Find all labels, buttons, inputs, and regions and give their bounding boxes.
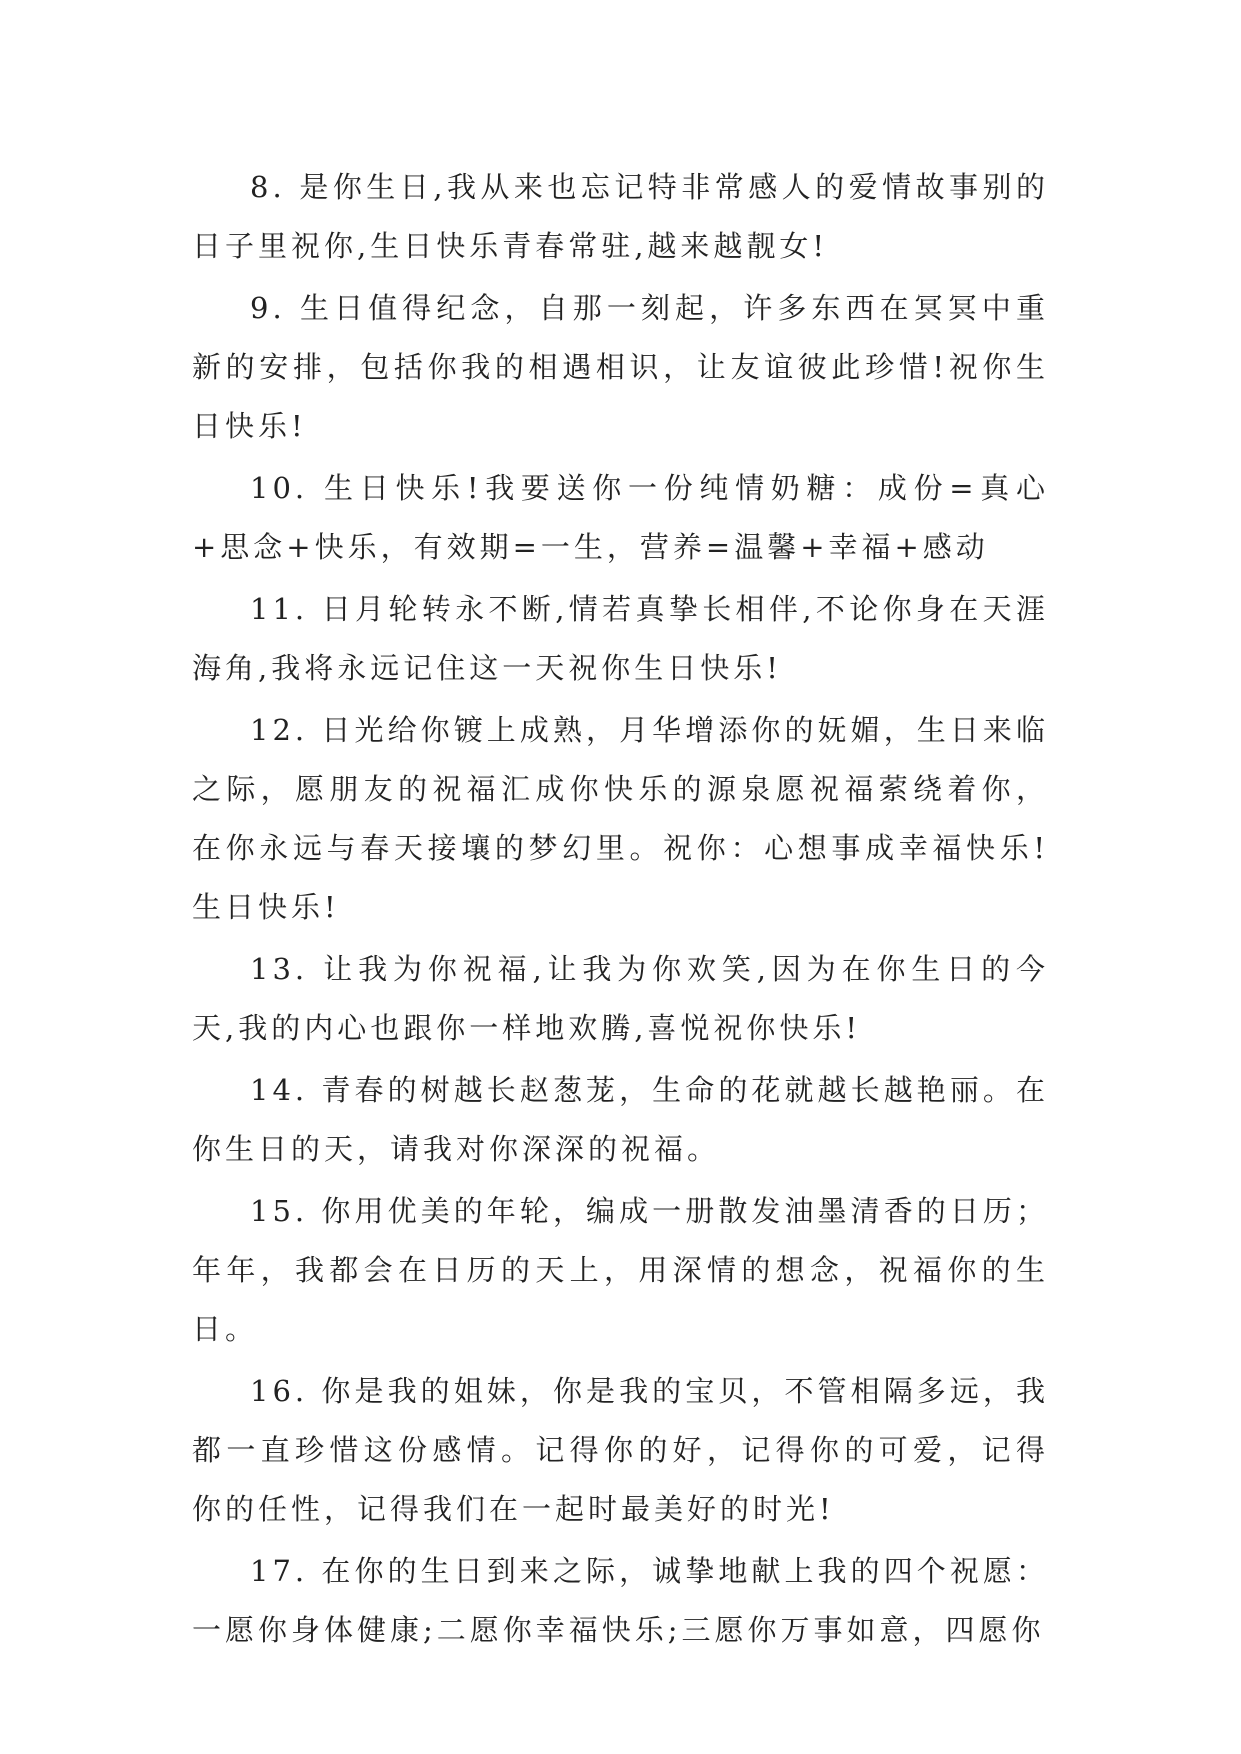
- wish-paragraph-11: 11. 日月轮转永不断,情若真挚长相伴,不论你身在天涯海角,我将永远记住这一天祝你生日快乐!: [192, 592, 1049, 685]
- wish-paragraph-12: 12. 日光给你镀上成熟，月华增添你的妩媚，生日来临之际，愿朋友的祝福汇成你快乐的源泉愿祝福萦绕着你，在你永远与春天接壤的梦幻里。祝你：心想事成幸福快乐!生日快乐!: [192, 713, 1049, 924]
- wish-paragraph-13: 13. 让我为你祝福,让我为你欢笑,因为在你生日的今天,我的内心也跟你一样地欢腾,喜悦祝你快乐!: [192, 952, 1049, 1045]
- wish-paragraph-17: 17. 在你的生日到来之际，诚挚地献上我的四个祝愿：一愿你身体健康;二愿你幸福快乐;三愿你万事如意，四愿你: [192, 1554, 1049, 1647]
- wish-paragraph-10: 10. 生日快乐!我要送你一份纯情奶糖：成份=真心+思念+快乐，有效期=一生，营养=温馨+幸福+感动: [192, 471, 1049, 564]
- wish-paragraph-14: 14. 青春的树越长赵葱茏，生命的花就越长越艳丽。在你生日的天，请我对你深深的祝福。: [192, 1073, 1049, 1166]
- wish-paragraph-16: 16. 你是我的姐妹，你是我的宝贝，不管相隔多远，我都一直珍惜这份感情。记得你的好，记得你的可爱，记得你的任性，记得我们在一起时最美好的时光!: [192, 1374, 1049, 1526]
- wish-paragraph-15: 15. 你用优美的年轮，编成一册散发油墨清香的日历；年年，我都会在日历的天上，用深情的想念，祝福你的生日。: [192, 1194, 1049, 1346]
- wish-paragraph-8: 8. 是你生日,我从来也忘记特非常感人的爱情故事别的日子里祝你,生日快乐青春常驻,越来越靓女!: [192, 170, 1049, 263]
- wish-paragraph-9: 9. 生日值得纪念，自那一刻起，许多东西在冥冥中重新的安排，包括你我的相遇相识，让友谊彼此珍惜!祝你生日快乐!: [192, 291, 1049, 443]
- document-body: [192, 158, 1049, 1663]
